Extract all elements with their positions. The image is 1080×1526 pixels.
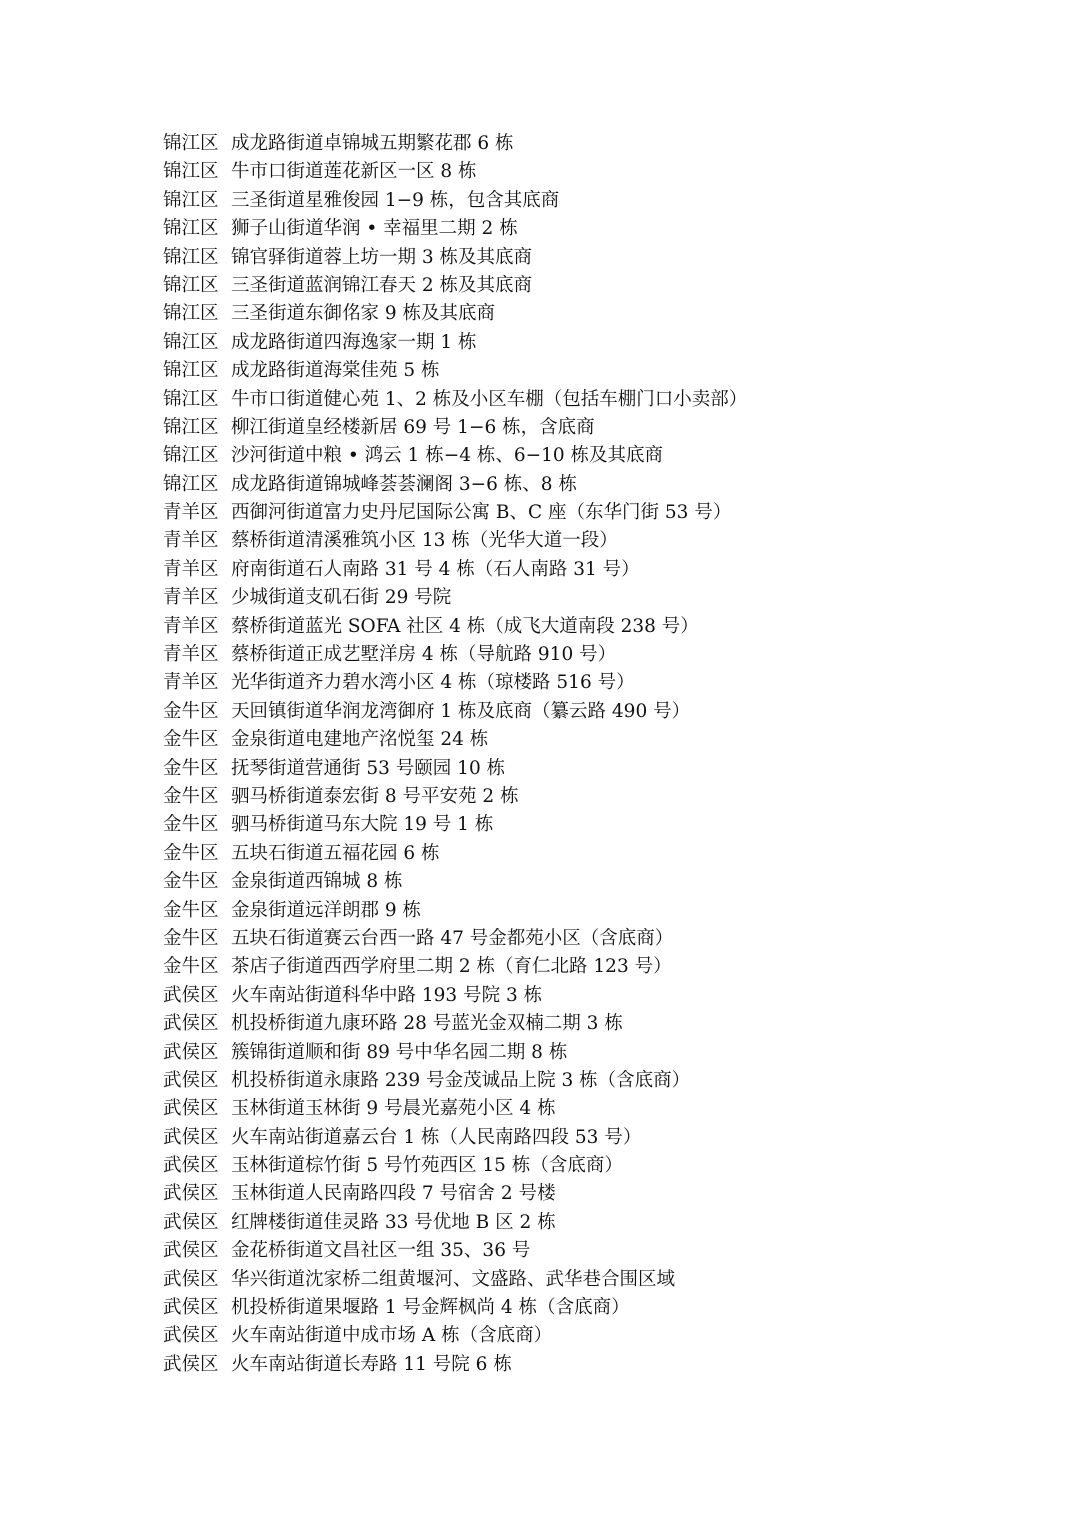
list-item — [163, 1095, 1043, 1123]
address-text: 少城街道支矶石街 29 号院 — [231, 587, 452, 609]
address-text: 五块石街道五福花园 6 栋 — [231, 842, 440, 864]
address-text: 火车南站街道科华中路 193 号院 3 栋 — [231, 984, 543, 1006]
list-item — [163, 158, 1043, 186]
address-text: 金泉街道西锦城 8 栋 — [231, 871, 403, 893]
address-text: 狮子山街道华润 • 幸福里二期 2 栋 — [231, 218, 518, 240]
district-name: 金牛区 — [163, 871, 219, 893]
district-name: 武侯区 — [163, 1211, 219, 1233]
district-name: 锦江区 — [163, 189, 219, 211]
district-name: 武侯区 — [163, 984, 219, 1006]
address-text: 玉林街道棕竹街 5 号竹苑西区 15 栋（含底商） — [231, 1155, 623, 1177]
list-item — [163, 1266, 1043, 1294]
address-text: 府南街道石人南路 31 号 4 栋（石人南路 31 号） — [231, 558, 640, 580]
district-name: 金牛区 — [163, 785, 219, 807]
address-text: 牛市口街道莲花新区一区 8 栋 — [231, 161, 477, 183]
address-text: 金花桥街道文昌社区一组 35、36 号 — [231, 1240, 531, 1262]
list-item — [163, 130, 1043, 158]
address-text: 火车南站街道中成市场 A 栋（含底商） — [231, 1325, 553, 1347]
list-item — [163, 244, 1043, 272]
district-name: 武侯区 — [163, 1268, 219, 1290]
address-text: 机投桥街道九康环路 28 号蓝光金双楠二期 3 栋 — [231, 1013, 623, 1035]
list-item — [163, 868, 1043, 896]
address-text: 成龙路街道卓锦城五期繁花郡 6 栋 — [231, 133, 514, 154]
list-item — [163, 187, 1043, 215]
address-text: 簇锦街道顺和街 89 号中华名园二期 8 栋 — [231, 1041, 568, 1063]
address-text: 光华街道齐力碧水湾小区 4 栋（琼楼路 516 号） — [231, 672, 635, 694]
address-text: 火车南站街道长寿路 11 号院 6 栋 — [231, 1353, 512, 1375]
district-name: 武侯区 — [163, 1325, 219, 1347]
list-item — [163, 442, 1043, 470]
address-text: 金泉街道远洋朗郡 9 栋 — [231, 899, 422, 921]
list-item — [163, 414, 1043, 442]
address-text: 天回镇街道华润龙湾御府 1 栋及底商（纂云路 490 号） — [231, 700, 691, 722]
address-text: 蔡桥街道蓝光 SOFA 社区 4 栋（成飞大道南段 238 号） — [231, 615, 699, 637]
list-item — [163, 300, 1043, 328]
list-item — [163, 329, 1043, 357]
list-item — [163, 1039, 1043, 1067]
district-name: 青羊区 — [163, 502, 219, 524]
district-name: 锦江区 — [163, 416, 219, 438]
list-item — [163, 527, 1043, 555]
list-item — [163, 925, 1043, 953]
district-name: 武侯区 — [163, 1069, 219, 1091]
district-name: 武侯区 — [163, 1353, 219, 1375]
district-name: 青羊区 — [163, 530, 219, 552]
address-text: 牛市口街道健心苑 1、2 栋及小区车棚（包括车棚门口小卖部） — [231, 388, 748, 410]
district-name: 武侯区 — [163, 1240, 219, 1262]
list-item — [163, 471, 1043, 499]
address-text: 蔡桥街道清溪雅筑小区 13 栋（光华大道一段） — [231, 530, 618, 552]
address-text: 成龙路街道四海逸家一期 1 栋 — [231, 331, 477, 353]
address-text: 机投桥街道果堰路 1 号金辉枫尚 4 栋（含底商） — [231, 1297, 630, 1319]
district-name: 金牛区 — [163, 757, 219, 779]
district-name: 金牛区 — [163, 899, 219, 921]
list-item — [163, 698, 1043, 726]
district-name: 锦江区 — [163, 388, 219, 410]
district-name: 锦江区 — [163, 133, 219, 154]
address-text: 沙河街道中粮 • 鸿云 1 栋−4 栋、6−10 栋及其底商 — [231, 445, 664, 467]
address-text: 玉林街道玉林街 9 号晨光嘉苑小区 4 栋 — [231, 1098, 556, 1120]
district-name: 金牛区 — [163, 814, 219, 836]
address-text: 红牌楼街道佳灵路 33 号优地 B 区 2 栋 — [231, 1211, 556, 1233]
address-list — [163, 130, 1043, 1379]
district-name: 锦江区 — [163, 360, 219, 382]
district-name: 金牛区 — [163, 956, 219, 978]
list-item — [163, 641, 1043, 669]
list-item — [163, 357, 1043, 385]
district-name: 锦江区 — [163, 331, 219, 353]
address-text: 三圣街道星雅俊园 1−9 栋，包含其底商 — [231, 189, 560, 211]
list-item — [163, 499, 1043, 527]
list-item — [163, 386, 1043, 414]
district-name: 青羊区 — [163, 558, 219, 580]
address-text: 五块石街道赛云台西一路 47 号金都苑小区（含底商） — [231, 927, 674, 949]
district-name: 锦江区 — [163, 161, 219, 183]
list-item — [163, 1209, 1043, 1237]
district-name: 武侯区 — [163, 1155, 219, 1177]
address-text: 华兴街道沈家桥二组黄堰河、文盛路、武华巷合围区域 — [231, 1268, 676, 1290]
district-name: 锦江区 — [163, 274, 219, 296]
list-item — [163, 726, 1043, 754]
list-item — [163, 272, 1043, 300]
list-item — [163, 953, 1043, 981]
district-name: 武侯区 — [163, 1297, 219, 1319]
list-item — [163, 897, 1043, 925]
district-name: 锦江区 — [163, 445, 219, 467]
list-item — [163, 613, 1043, 641]
list-item — [163, 755, 1043, 783]
address-text: 驷马桥街道泰宏街 8 号平安苑 2 栋 — [231, 785, 519, 807]
list-item — [163, 669, 1043, 697]
list-item — [163, 783, 1043, 811]
list-item — [163, 982, 1043, 1010]
address-text: 驷马桥街道马东大院 19 号 1 栋 — [231, 814, 494, 836]
address-text: 金泉街道电建地产洺悦玺 24 栋 — [231, 729, 489, 751]
address-text: 柳江街道皇经楼新居 69 号 1−6 栋，含底商 — [231, 416, 595, 438]
address-text: 三圣街道蓝润锦江春天 2 栋及其底商 — [231, 274, 533, 296]
address-text: 抚琴街道营通街 53 号颐园 10 栋 — [231, 757, 506, 779]
address-text: 火车南站街道嘉云台 1 栋（人民南路四段 53 号） — [231, 1126, 642, 1148]
address-text: 锦官驿街道蓉上坊一期 3 栋及其底商 — [231, 246, 533, 268]
list-item — [163, 556, 1043, 584]
district-name: 武侯区 — [163, 1126, 219, 1148]
district-name: 武侯区 — [163, 1013, 219, 1035]
list-item — [163, 1010, 1043, 1038]
district-name: 青羊区 — [163, 615, 219, 637]
district-name: 金牛区 — [163, 927, 219, 949]
address-text: 机投桥街道永康路 239 号金茂诚品上院 3 栋（含底商） — [231, 1069, 691, 1091]
address-text: 三圣街道东御佲家 9 栋及其底商 — [231, 303, 496, 325]
district-name: 武侯区 — [163, 1041, 219, 1063]
address-text: 成龙路街道海棠佳苑 5 栋 — [231, 360, 440, 382]
list-item — [163, 1124, 1043, 1152]
district-name: 武侯区 — [163, 1098, 219, 1120]
list-item — [163, 840, 1043, 868]
list-item — [163, 215, 1043, 243]
district-name: 锦江区 — [163, 218, 219, 240]
address-text: 蔡桥街道正成艺墅洋房 4 栋（导航路 910 号） — [231, 644, 617, 666]
district-name: 锦江区 — [163, 246, 219, 268]
list-item — [163, 584, 1043, 612]
address-text: 成龙路街道锦城峰荟荟澜阁 3−6 栋、8 栋 — [231, 473, 577, 495]
list-item — [163, 1180, 1043, 1208]
list-item — [163, 1152, 1043, 1180]
address-text: 茶店子街道西西学府里二期 2 栋（育仁北路 123 号） — [231, 956, 672, 978]
district-name: 金牛区 — [163, 842, 219, 864]
district-name: 金牛区 — [163, 700, 219, 722]
address-text: 西御河街道富力史丹尼国际公寓 B、C 座（东华门街 53 号） — [231, 502, 732, 524]
list-item — [163, 1067, 1043, 1095]
list-item — [163, 811, 1043, 839]
list-item — [163, 1237, 1043, 1265]
list-item — [163, 1294, 1043, 1322]
district-name: 青羊区 — [163, 587, 219, 609]
district-name: 锦江区 — [163, 473, 219, 495]
list-item — [163, 1351, 1043, 1379]
district-name: 金牛区 — [163, 729, 219, 751]
district-name: 青羊区 — [163, 672, 219, 694]
address-text: 玉林街道人民南路四段 7 号宿舍 2 号楼 — [231, 1183, 556, 1205]
district-name: 青羊区 — [163, 644, 219, 666]
district-name: 武侯区 — [163, 1183, 219, 1205]
district-name: 锦江区 — [163, 303, 219, 325]
list-item — [163, 1322, 1043, 1350]
